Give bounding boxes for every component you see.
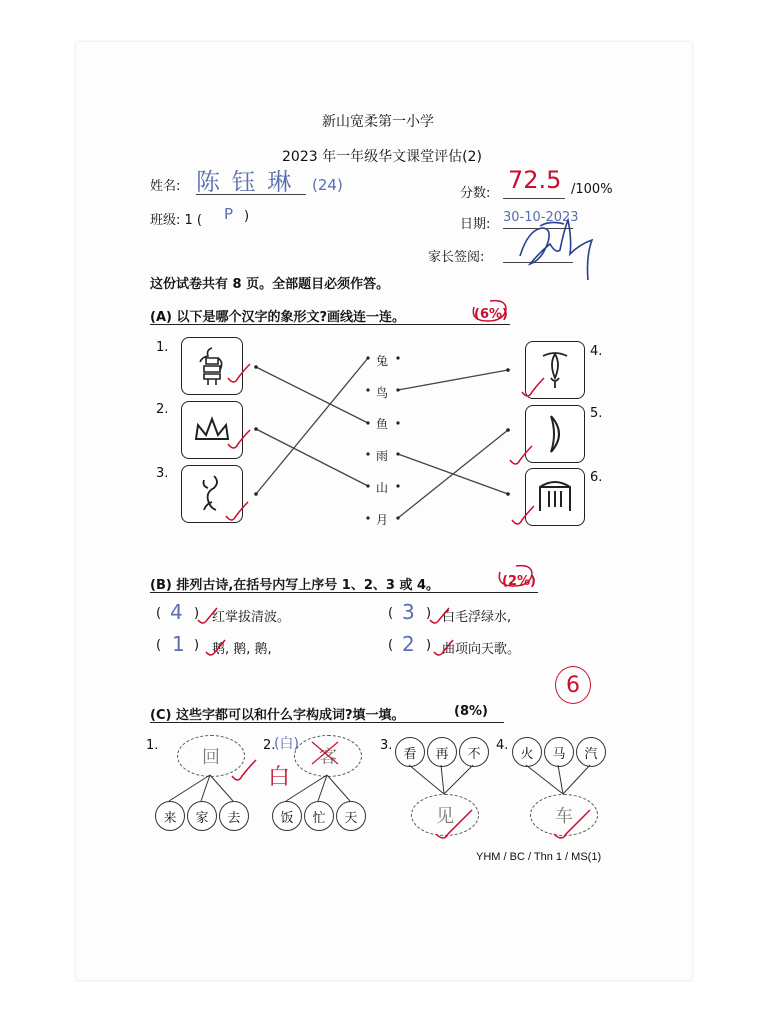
date-label: 日期: <box>460 217 491 232</box>
student-name: 陈 钰 琳 <box>196 168 294 196</box>
group-center-4: 车 <box>530 794 598 836</box>
char-bird: 鸟 <box>376 386 389 400</box>
question-number-2: 2. <box>156 402 169 417</box>
poem-text-1: 红掌拔清波。 <box>212 610 291 625</box>
group-4-char-3: 汽 <box>576 737 606 767</box>
name-underline <box>196 194 306 195</box>
poem-answer-4: 2 <box>402 632 415 656</box>
group-number-2: 2. <box>263 738 276 753</box>
close-paren: ) <box>426 638 432 653</box>
pictograph-box-mountain <box>181 401 243 459</box>
group-number-3: 3. <box>380 738 393 753</box>
char-moon: 月 <box>376 513 389 527</box>
question-number-5: 5. <box>590 406 603 421</box>
close-paren: ) <box>194 638 200 653</box>
date-underline <box>503 228 573 229</box>
footer-code: YHM / BC / Thn 1 / MS(1) <box>476 851 602 863</box>
score-total: /100% <box>571 182 613 197</box>
section-a-underline <box>150 324 510 325</box>
poem-text-2: 白毛浮绿水, <box>442 610 512 625</box>
fish-pictograph-icon <box>537 348 573 392</box>
close-paren: ) <box>194 606 200 621</box>
class-value: P <box>224 205 234 223</box>
group-2-correction: 白 <box>268 765 291 790</box>
group-center-2: 客 <box>294 735 362 777</box>
open-paren: ( <box>156 638 162 653</box>
parent-sign-label: 家长签阅: <box>428 250 485 265</box>
question-number-6: 6. <box>590 470 603 485</box>
school-name: 新山宽柔第一小学 <box>322 114 434 130</box>
group-1-char-1: 来 <box>155 801 185 831</box>
exam-title: 2023 年一年级华文课堂评估(2) <box>282 149 482 165</box>
char-fish: 鱼 <box>376 417 389 431</box>
group-3-char-1: 看 <box>395 737 425 767</box>
class-close: ) <box>244 209 250 224</box>
pictograph-box-fish <box>525 341 585 399</box>
pictograph-box-bird <box>181 337 243 395</box>
name-label: 姓名: <box>150 179 181 194</box>
class-label: 班级: 1 ( <box>150 213 202 228</box>
close-paren: ) <box>426 606 432 621</box>
group-3-char-3: 不 <box>459 737 489 767</box>
char-rabbit: 兔 <box>376 354 389 368</box>
group-number-1: 1. <box>146 738 159 753</box>
section-b-title: (B) 排列古诗,在括号内写上序号 1、2、3 或 4。 <box>150 578 440 593</box>
parent-sign-underline <box>503 262 573 263</box>
score-value: 72.5 <box>508 166 562 194</box>
poem-answer-1: 4 <box>170 600 183 624</box>
section-a-title: (A) 以下是哪个汉字的象形文?画线连一连。 <box>150 310 406 325</box>
moon-pictograph-icon <box>537 412 573 456</box>
group-2-char-2: 忙 <box>304 801 334 831</box>
group-number-4: 4. <box>496 738 509 753</box>
group-2-extra: (白) <box>274 736 299 752</box>
group-4-char-1: 火 <box>512 737 542 767</box>
group-2-char-3: 天 <box>336 801 366 831</box>
open-paren: ( <box>156 606 162 621</box>
poem-text-3: 鹅, 鹅, 鹅, <box>212 642 272 657</box>
score-label: 分数: <box>460 186 491 201</box>
poem-answer-2: 3 <box>402 600 415 624</box>
question-number-3: 3. <box>156 466 169 481</box>
section-c-marks: (8%) <box>454 704 488 719</box>
section-c-underline <box>150 722 504 723</box>
section-b-underline <box>150 592 538 593</box>
section-b-marks: (2%) <box>502 574 536 589</box>
poem-text-4: 曲项向天歌。 <box>442 642 521 657</box>
open-paren: ( <box>388 606 394 621</box>
score-underline <box>503 198 565 199</box>
open-paren: ( <box>388 638 394 653</box>
group-center-3: 见 <box>411 794 479 836</box>
rabbit-pictograph-icon <box>192 472 232 516</box>
section-c-title: (C) 这些字都可以和什么字构成词?填一填。 <box>150 708 405 723</box>
group-center-1: 回 <box>177 735 245 777</box>
char-mountain: 山 <box>376 481 389 495</box>
question-number-4: 4. <box>590 344 603 359</box>
bird-pictograph-icon <box>192 344 232 388</box>
pictograph-box-rabbit <box>181 465 243 523</box>
group-4-char-2: 马 <box>544 737 574 767</box>
group-3-char-2: 再 <box>427 737 457 767</box>
date-value: 30-10-2023 <box>503 210 579 225</box>
rain-pictograph-icon <box>536 477 574 517</box>
group-1-char-2: 家 <box>187 801 217 831</box>
char-rain: 雨 <box>376 449 389 463</box>
section-a-marks: (6%) <box>474 307 508 322</box>
pictograph-box-moon <box>525 405 585 463</box>
instructions: 这份试卷共有 8 页。全部题目必须作答。 <box>150 277 390 292</box>
group-2-char-1: 饭 <box>272 801 302 831</box>
question-number-1: 1. <box>156 340 169 355</box>
seat-number: (24) <box>312 176 343 194</box>
pictograph-box-rain <box>525 468 585 526</box>
section-b-score-circle: 6 <box>555 666 591 704</box>
mountain-pictograph-icon <box>192 415 232 445</box>
group-1-char-3: 去 <box>219 801 249 831</box>
poem-answer-3: 1 <box>172 632 185 656</box>
